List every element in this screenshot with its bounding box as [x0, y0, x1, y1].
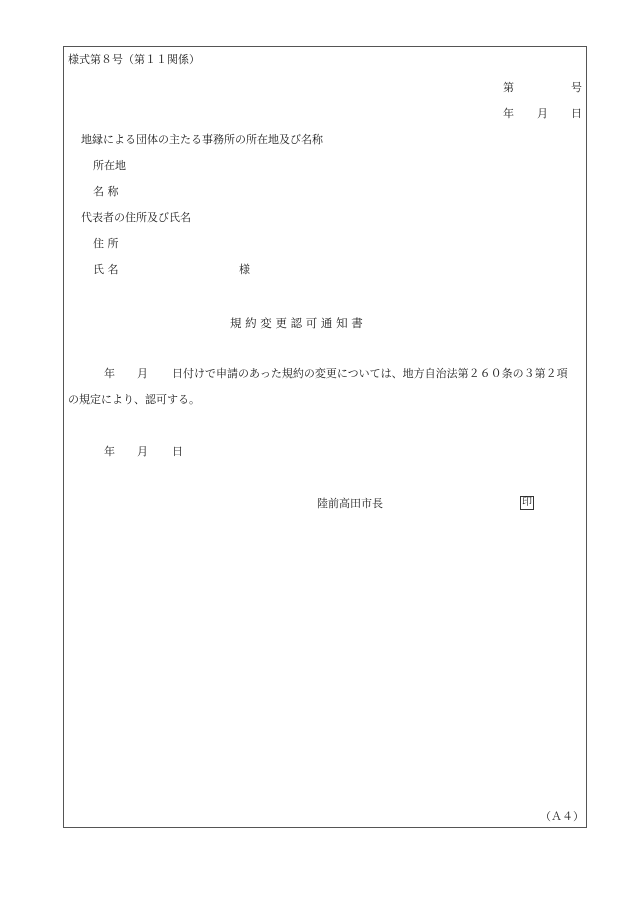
doc-number-dai: 第: [503, 81, 514, 94]
office-heading: 地縁による団体の主たる事務所の所在地及び名称: [81, 133, 323, 146]
honorific-sama: 様: [239, 263, 250, 276]
form-frame: [63, 46, 587, 828]
date-top-year: 年: [503, 107, 514, 120]
representative-name-label: 氏 名: [93, 263, 119, 276]
body-line1: 日付けで申請のあった規約の変更については、地方自治法第２６０条の３第２項: [172, 367, 568, 380]
representative-heading: 代表者の住所及び氏名: [81, 211, 191, 224]
body-line2: の規定により、認可する。: [68, 393, 200, 406]
paper-size: （Ａ４）: [540, 810, 584, 823]
document-title: 規 約 変 更 認 可 通 知 書: [230, 316, 363, 330]
date-bottom-month: 月: [137, 445, 148, 458]
body-year: 年: [104, 367, 115, 380]
body-month: 月: [137, 367, 148, 380]
representative-address-label: 住 所: [93, 237, 119, 250]
date-top-month: 月: [537, 107, 548, 120]
form-number: 様式第８号（第１１関係）: [68, 53, 200, 66]
seal-box: 印: [522, 497, 532, 508]
doc-number-go: 号: [571, 81, 582, 94]
issuer-title: 陸前高田市長: [317, 497, 383, 510]
date-bottom-year: 年: [104, 445, 115, 458]
date-bottom-day: 日: [172, 445, 183, 458]
office-name-label: 名 称: [93, 185, 119, 198]
office-address-label: 所在地: [93, 159, 126, 172]
date-top-day: 日: [571, 107, 582, 120]
